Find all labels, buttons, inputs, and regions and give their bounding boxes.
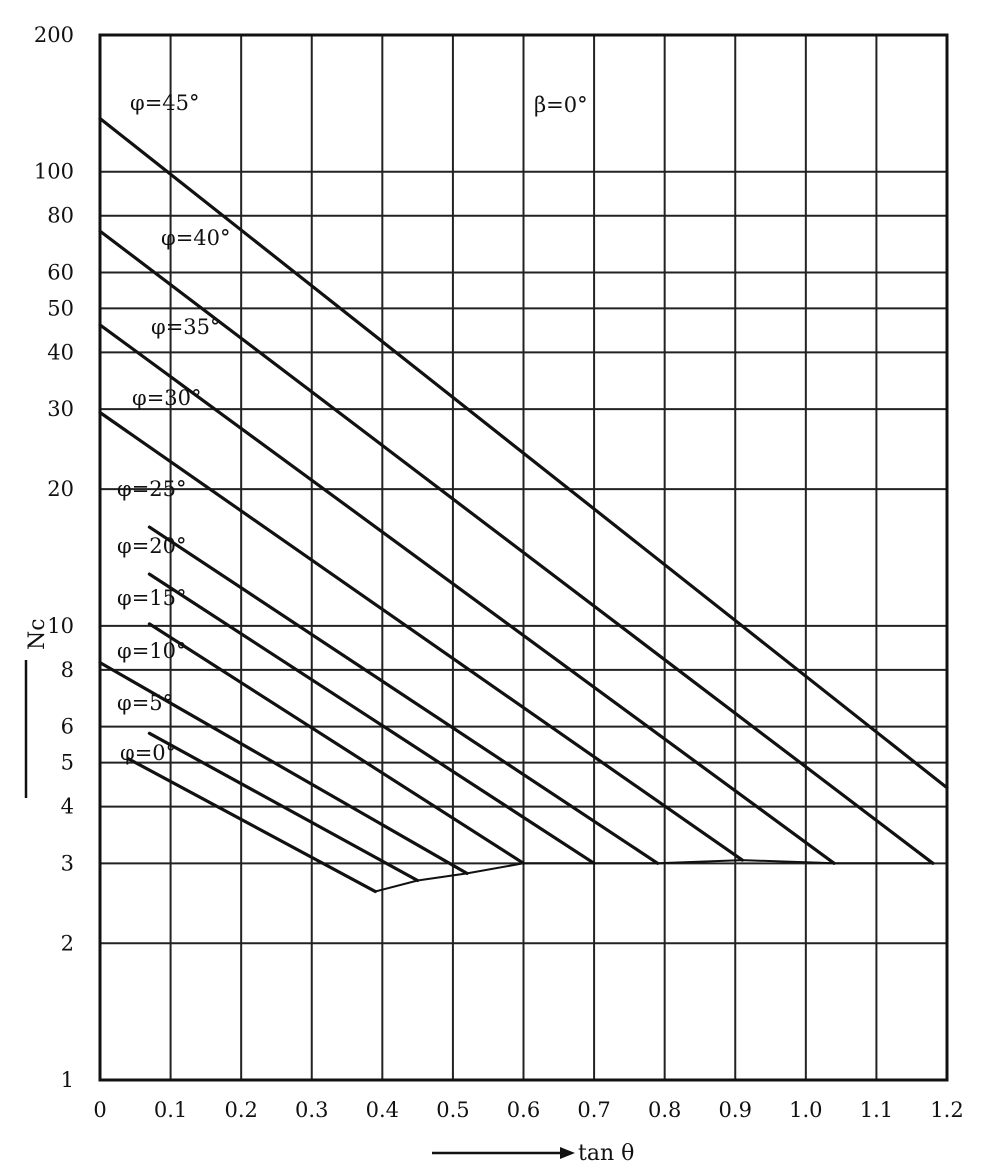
y-tick-label: 1 (60, 1068, 74, 1092)
x-axis-label: tan θ (578, 1141, 635, 1166)
x-tick-label: 0.4 (365, 1098, 400, 1122)
y-tick-label: 80 (47, 203, 74, 228)
y-tick-label: 50 (47, 296, 74, 321)
x-axis-title (432, 1141, 634, 1166)
x-tick-label: 1.1 (859, 1098, 894, 1122)
series-label: φ=25° (117, 477, 187, 501)
y-tick-label: 30 (47, 397, 74, 422)
x-tick-label: 0.2 (224, 1098, 258, 1122)
y-tick-label: 8 (60, 657, 74, 682)
tick-labels (34, 23, 964, 1122)
series-label: φ=10° (117, 639, 187, 663)
x-tick-label: 0.7 (577, 1098, 611, 1122)
series-line-3 (149, 624, 523, 863)
x-tick-label: 0 (93, 1098, 107, 1122)
y-axis-title (25, 618, 50, 798)
x-tick-label: 0.1 (153, 1098, 188, 1122)
series-line-6 (100, 413, 742, 861)
series-label: φ=45° (130, 91, 200, 115)
x-tick-label: 0.5 (436, 1098, 470, 1122)
series-label: φ=20° (117, 534, 187, 558)
series-label: φ=0° (120, 741, 177, 765)
x-tick-label: 0.9 (718, 1098, 752, 1122)
y-tick-label: 60 (47, 260, 74, 285)
x-tick-label: 0.3 (295, 1098, 329, 1122)
x-axis-arrow-head (560, 1147, 575, 1159)
y-tick-label: 3 (60, 851, 74, 876)
series-label: φ=5° (117, 691, 174, 715)
grid (100, 35, 947, 1080)
x-tick-label: 0.6 (506, 1098, 541, 1122)
y-tick-label: 20 (47, 477, 74, 502)
y-tick-label: 4 (60, 794, 74, 819)
y-tick-label: 2 (60, 931, 74, 956)
y-axis-label: Nc (25, 618, 50, 650)
series-label: φ=40° (161, 226, 231, 250)
series-line-0 (128, 759, 375, 892)
y-tick-label: 200 (33, 23, 74, 47)
x-tick-label: 0.8 (647, 1098, 682, 1122)
x-tick-label: 1.0 (789, 1098, 823, 1122)
series-label: φ=30° (132, 386, 202, 410)
x-tick-label: 1.2 (930, 1098, 964, 1122)
y-tick-label: 10 (47, 613, 74, 638)
y-tick-label: 40 (47, 340, 74, 365)
y-tick-label: 6 (60, 714, 74, 739)
series-label: φ=15° (117, 586, 187, 610)
annotation: β=0° (534, 93, 588, 117)
y-tick-label: 5 (60, 750, 74, 775)
y-tick-label: 100 (33, 159, 74, 184)
series-label: φ=35° (151, 315, 221, 339)
boundary-line (375, 860, 933, 891)
